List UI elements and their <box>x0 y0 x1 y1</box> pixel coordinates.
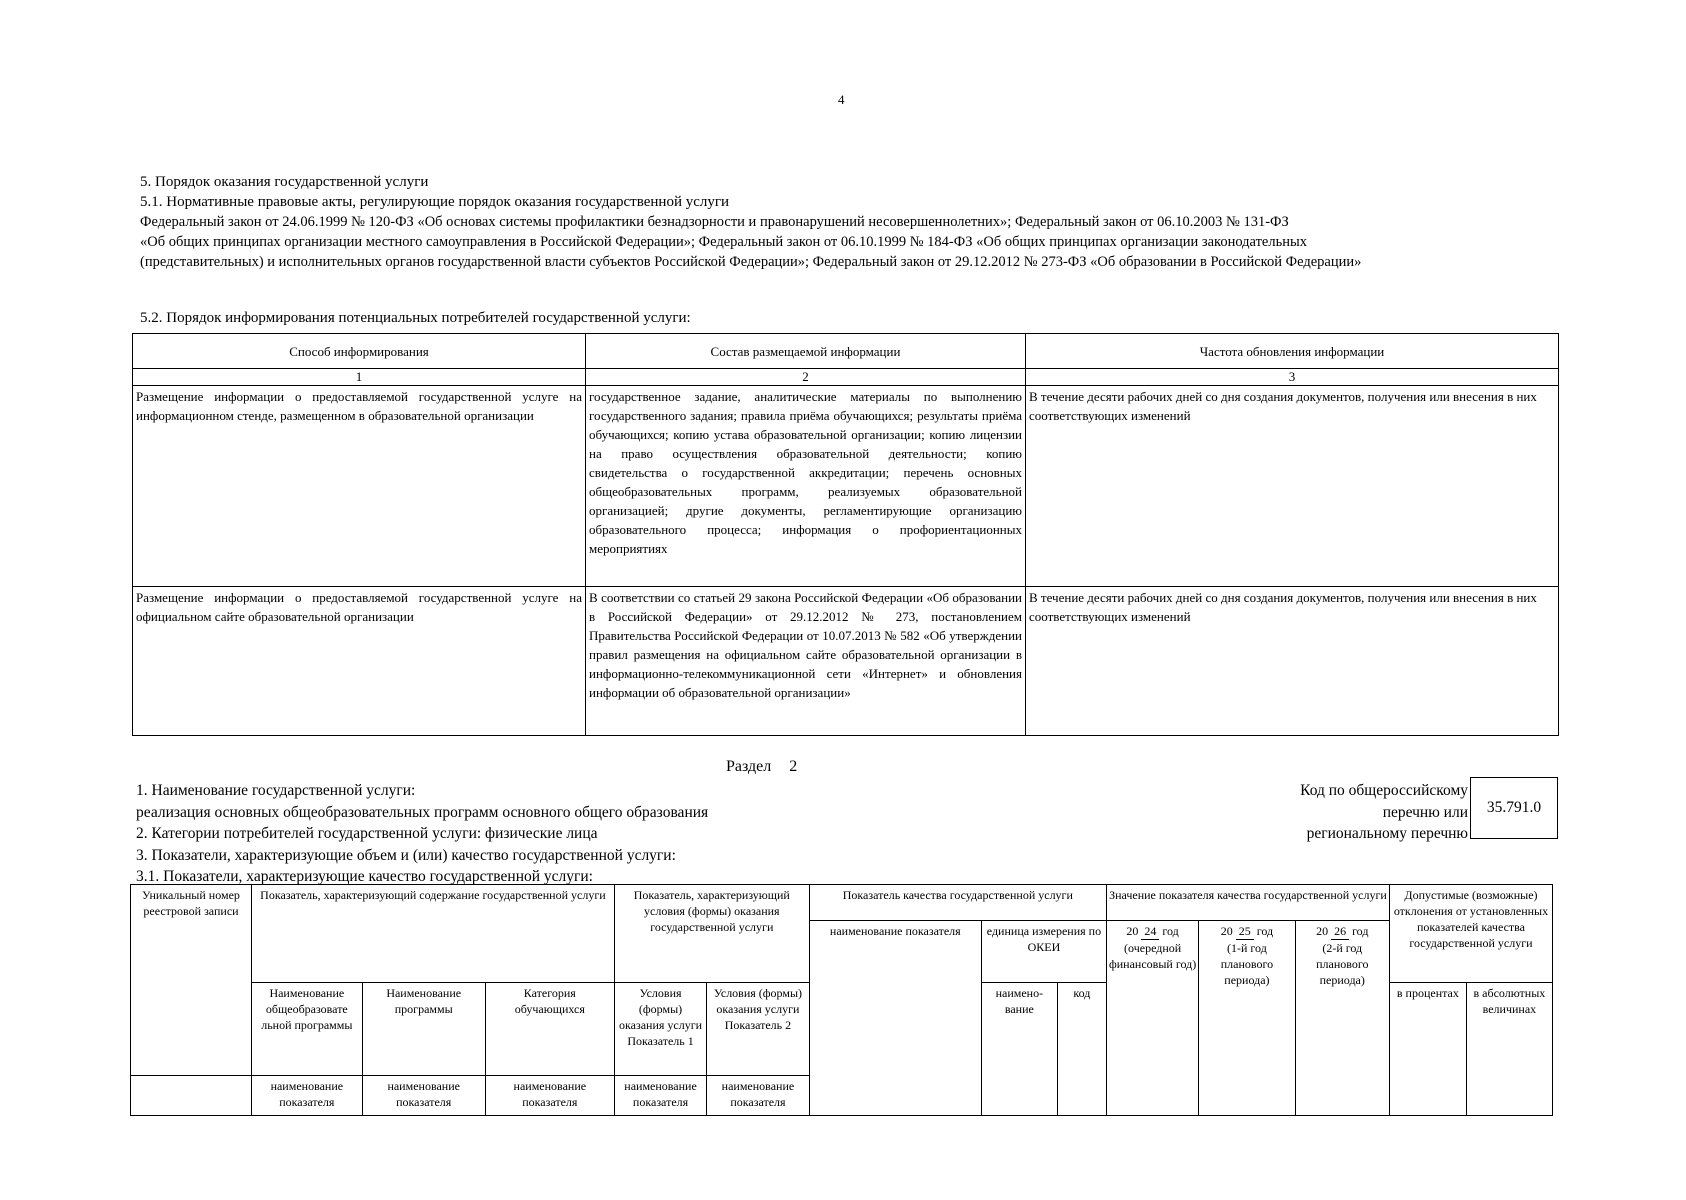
indicators-title: 3. Показатели, характеризующие объем и (или) качество государственной услуги: <box>136 846 676 864</box>
header-deviation: Допустимые (возможные) отклонения от установленных показателей качества государственной услуги <box>1389 885 1552 983</box>
year-word: год <box>1352 924 1369 939</box>
col-dev-absolute: в абсолютных величинах <box>1466 983 1552 1116</box>
service-name: реализация основных общеобразовательных программ основного общего образования <box>136 803 709 821</box>
year-number: 24 <box>1141 923 1159 940</box>
razdel-number: 2 <box>789 758 798 775</box>
sub-indicator-name: наименование показателя <box>614 1075 706 1115</box>
cell-frequency: В течение десяти рабочих дней со дня создания документов, получения или внесения в них соответствующих изменений <box>1026 587 1559 736</box>
section-5-title: 5. Порядок оказания государственной услуги <box>140 174 429 190</box>
header-quality-indicator: Показатель качества государственной услуги <box>809 885 1106 921</box>
col-category: Категория обучающихся <box>485 983 614 1075</box>
code-label-line: перечню или <box>1382 803 1468 821</box>
acts-line: (представительных) и исполнительных органов государственной власти субъектов Российской Федерации»; Федеральный закон от 29.12.2012 № 273-ФЗ «Об образовании в Российской Федерации» <box>140 254 1362 270</box>
column-number: 3 <box>1026 369 1559 386</box>
header-conditions-indicator: Показатель, характеризующий условия (формы) оказания государственной услуги <box>614 885 809 983</box>
section-51-title: 5.1. Нормативные правовые акты, регулирующие порядок оказания государственной услуги <box>140 194 730 210</box>
empty-cell <box>131 1075 252 1115</box>
cell-frequency: В течение десяти рабочих дней со дня создания документов, получения или внесения в них соответствующих изменений <box>1026 386 1559 587</box>
header-year-1 <box>1106 921 1198 1116</box>
section-52-title: 5.2. Порядок информирования потенциальных потребителей государственной услуги: <box>140 310 691 326</box>
code-label <box>1290 780 1468 845</box>
col-program: Наименование программы <box>362 983 485 1075</box>
section-heading <box>726 758 797 776</box>
sub-indicator-name: наименование показателя <box>251 1075 362 1115</box>
table-row <box>133 386 1559 587</box>
col-unit-name: наимено-вание <box>981 983 1057 1116</box>
code-value-box <box>1470 777 1558 839</box>
header-unit: единица измерения по ОКЕИ <box>981 921 1106 983</box>
col-condition-1: Условия (формы) оказания услуги Показатель 1 <box>614 983 706 1075</box>
quality-table <box>130 884 1553 1116</box>
column-number: 1 <box>133 369 586 386</box>
year-prefix: 20 <box>1220 924 1233 939</box>
col-condition-2: Условия (формы) оказания услуги Показатель 2 <box>707 983 810 1075</box>
service-name-label: 1. Наименование государственной услуги: <box>136 782 416 799</box>
header-year-2 <box>1199 921 1295 1116</box>
col-dev-percent: в процентах <box>1389 983 1466 1116</box>
year-prefix: 20 <box>1126 924 1139 939</box>
header-content: Состав размещаемой информации <box>586 334 1026 369</box>
header-content-indicator: Показатель, характеризующий содержание государственной услуги <box>251 885 614 983</box>
code-label-line: Код по общероссийскому <box>1300 782 1468 799</box>
header-indicator-name: наименование показателя <box>809 921 981 1116</box>
cell-content: В соответствии со статьей 29 закона Российской Федерации «Об образовании в Российской Федерации» от 29.12.2012 № 273, постановлением Правительства Российской Федерации от 10.07.2013 № 582 «Об утверждении правил размещения на официальном сайте образовательной организации в информационно-телекоммуникационной сети «Интернет» и обновления информации об образовательной организации» <box>586 587 1026 736</box>
sub-indicator-name: наименование показателя <box>485 1075 614 1115</box>
cell-method: Размещение информации о предоставляемой государственной услуге на информационном стенде, размещенном в образовательной организации <box>133 386 586 587</box>
col-program-name: Наименование общеобразовате льной программы <box>251 983 362 1075</box>
code-label-line: региональному перечню <box>1306 825 1468 842</box>
header-indicator-value: Значение показателя качества государственной услуги <box>1106 885 1389 921</box>
year-note: (2-й год планового периода) <box>1316 941 1369 988</box>
acts-line: «Об общих принципах организации местного самоуправления в Российской Федерации»; Федеральный закон от 06.10.1999 № 184-ФЗ «Об общих принципах организации законодательных <box>140 234 1307 250</box>
quality-indicators-title: 3.1. Показатели, характеризующие качество государственной услуги: <box>136 868 593 885</box>
code-value: 35.791.0 <box>1486 799 1542 816</box>
year-number: 26 <box>1331 923 1349 940</box>
cell-content: государственное задание, аналитические материалы по выполнению государственного задания; правила приёма обучающихся; результаты приёма обучающихся; копию устава образовательной организации; копию лицензии на право осуществления образовательной деятельности; копию свидетельства о государственной аккредитации; перечень основных общеобразовательных программ, реализуемых образовательной организацией; другие документы, регламентирующие организацию образовательного процесса; информация о профориентационных мероприятиях <box>586 386 1026 587</box>
year-note: (1-й год планового периода) <box>1220 941 1274 988</box>
year-number: 25 <box>1236 923 1254 940</box>
year-note: (очередной финансовый год) <box>1108 941 1197 972</box>
section-5-text <box>140 172 1580 272</box>
year-word: год <box>1162 924 1179 939</box>
sub-indicator-name: наименование показателя <box>707 1075 810 1115</box>
col-unit-code: код <box>1057 983 1106 1116</box>
cell-method: Размещение информации о предоставляемой государственной услуге на официальном сайте образовательной организации <box>133 587 586 736</box>
column-number: 2 <box>586 369 1026 386</box>
header-method: Способ информирования <box>133 334 586 369</box>
info-table <box>132 333 1559 736</box>
consumer-categories: 2. Категории потребителей государственной услуги: физические лица <box>136 825 598 842</box>
header-frequency: Частота обновления информации <box>1026 334 1559 369</box>
year-word: год <box>1256 924 1274 939</box>
table-row <box>133 587 1559 736</box>
header-unique-number: Уникальный номер реестровой записи <box>131 885 252 1076</box>
page-number: 4 <box>838 92 845 107</box>
sub-indicator-name: наименование показателя <box>362 1075 485 1115</box>
year-prefix: 20 <box>1316 924 1329 939</box>
acts-line: Федеральный закон от 24.06.1999 № 120-ФЗ «Об основах системы профилактики безнадзорности и правонарушений несовершеннолетних»; Федеральный закон от 06.10.2003 № 131-ФЗ <box>140 214 1289 230</box>
header-year-3 <box>1295 921 1389 1116</box>
razdel-label: Раздел <box>726 758 772 775</box>
section-2-text <box>136 780 1236 888</box>
